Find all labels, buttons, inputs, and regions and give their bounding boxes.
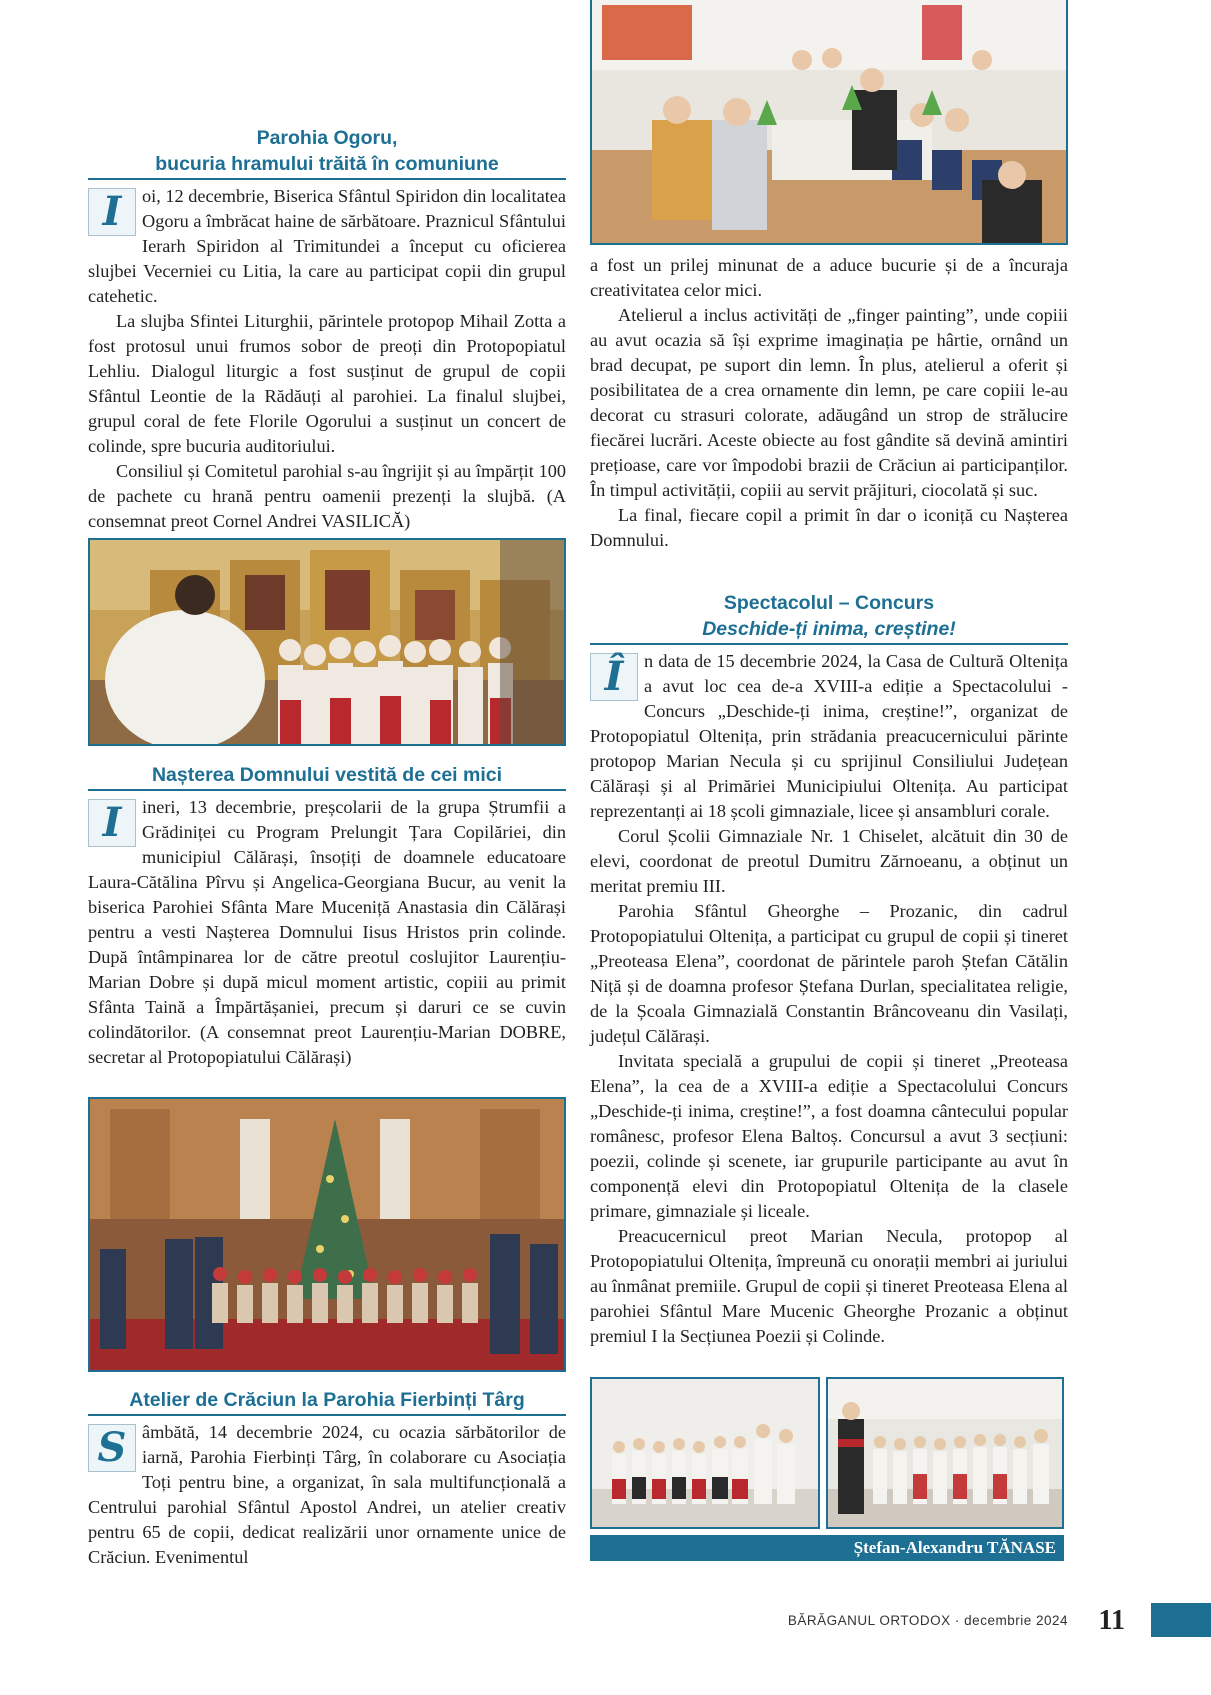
paragraph: Invitata specială a grupului de copii și tineret „Preoteasa Elena”, la cea de a XVIII-a ediție a Spectacolului Concurs „Deschide-ți inima, creștine!”, a fost doamna cântecului popular românesc, profesor Elena Baltoș. Concursul a avut 3 secțiuni: poezii, colinde și scenete, iar grupurile participante au avut în componență elevi din Protopopiatul Oltenița de la clasele primare, gimnaziale și liceale. [590,1051,1068,1221]
paragraph-text: âmbătă, 14 decembrie 2024, cu ocazia sărbătorilor de iarnă, Parohia Fierbinți Târg, în colaborare cu Asociația Toți pentru bine, a organizat, în sala multifuncțională a Centrului parohial Sfântul Apostol Andrei, un atelier creativ pentru 65 de copii, dedicat realizării unor ornamente unice de Crăciun. Evenimentul [88,1422,566,1567]
article-nasterea [88,762,566,1070]
paragraph: La final, fiecare copil a primit în dar o iconiță cu Nașterea Domnului. [590,505,1068,550]
article-atelier-body-start [88,1420,566,1570]
article-spectacol [590,590,1068,1349]
paragraph: Consiliul și Comitetul parohial s-au îngrijit și au împărțit 100 de pachete cu hrană pentru oamenii prezenți la slujbă. (A consemnat preot Cornel Andrei VASILICĂ) [88,461,566,531]
photo-atelier-workshop [590,0,1068,245]
page-footer [0,1603,1211,1643]
drop-cap: I [88,799,136,847]
drop-cap: Î [590,653,638,701]
photo-spectacol-group-2 [826,1377,1064,1529]
article-ogoru-title [88,125,566,180]
publication-name: BĂRĂGANUL ORTODOX · decembrie 2024 [787,1613,1068,1628]
paragraph [88,1420,566,1570]
author-name: Ștefan-Alexandru TĂNASE [853,1538,1056,1557]
author-credit [590,1535,1064,1561]
drop-cap: I [88,188,136,236]
article-atelier-continued [590,253,1068,553]
paragraph [88,795,566,1070]
article-atelier-body-rest [590,253,1068,553]
photo-nasterea-children [88,1097,566,1372]
article-ogoru-body [88,184,566,534]
footer-color-tab [1151,1603,1211,1637]
title-line-2: bucuria hramului trăită în comuniune [155,153,499,175]
drop-cap: S [88,1424,136,1472]
paragraph: Atelierul a inclus activități de „finger painting”, unde copiii au avut ocazia să își exprime imaginația pe hârtie, ornând un brad decupat, pe suport din lemn. În plus, atelierul a oferit și posibilitatea de a crea ornamente din lemn, pe care copiii le-au decorat cu strasuri colorate, adăugând un strop de strălucire fiecărei lucrări. Aceste obiecte au fost gândite să devină amintiri prețioase, care vor împodobi brazii de Crăciun ai participanților. În timpul activității, copiii au servit prăjituri, ciocolată și suc. [590,305,1068,500]
paragraph-text: n data de 15 decembrie 2024, la Casa de Cultură Oltenița a avut loc cea de-a XVIII-a ediție a Spectacolului - Concurs „Deschide-ți inima, creștine!”, organizat de Protopopiatul Oltenița, prin strădania preacucernicului părinte protopop Marian Necula și cu sprijinul Consiliului Județean Călărași și al Primăriei Municipiului Oltenița. Au participat reprezentanți ai 18 școli gimnaziale, licee și ansambluri corale. [590,651,1068,821]
title-line-2: Deschide-ți inima, creștine! [702,618,956,640]
photo-spectacol-image-2 [828,1379,1062,1527]
article-spectacol-body [590,649,1068,1349]
title-line-1: Spectacolul – Concurs [723,592,935,614]
photo-spectacol-image-1 [592,1379,818,1527]
photo-nasterea-image [90,1099,564,1370]
article-atelier-title [88,1387,566,1416]
article-nasterea-body [88,795,566,1070]
paragraph: Preacucernicul preot Marian Necula, protopop al Protopopiatului Oltenița, împreună cu onorații membri ai juriului au înmânat premiile. Grupul de copii și tineret Preoteasa Elena al parohiei Sfântul Mare Mucenic Gheorghe Prozanic a obținut premiul I la Secțiunea Poezii și Colinde. [590,1226,1068,1346]
paragraph-text: oi, 12 decembrie, Biserica Sfântul Spiridon din localitatea Ogoru a îmbrăcat haine de sărbătoare. Praznicul Sfântului Ierarh Spiridon al Trimitundei a început cu oficierea slujbei Vecerniei cu Litia, la care au participat copii din grupul catehetic. [88,186,566,306]
paragraph: Corul Școlii Gimnaziale Nr. 1 Chiselet, alcătuit din 30 de elevi, coordonat de preotul Dumitru Zărnoeanu, a obținut un meritat premiu III. [590,826,1068,896]
title-line-1: Parohia Ogoru, [256,127,398,149]
article-ogoru [88,125,566,534]
article-nasterea-title [88,762,566,791]
photo-ogoru-choir-image [90,540,564,744]
article-atelier [88,1387,566,1570]
paragraph [88,184,566,309]
photo-ogoru-choir [88,538,566,746]
paragraph [590,649,1068,824]
paragraph: a fost un prilej minunat de a aduce bucurie și de a încuraja creativitatea celor mici. [590,255,1068,300]
paragraph: La slujba Sfintei Liturghii, părintele protopop Mihail Zotta a fost protosul unui frumos sobor de preoți din Protopopiatul Lehliu. Dialogul liturgic a fost susținut de grupul de copii Sfântul Leontie de la Rădăuți al parohiei. La finalul slujbei, grupul coral de fete Florile Ogorului a susținut un concert de colinde, spre bucuria auditoriului. [88,311,566,456]
page-number: 11 [1098,1605,1125,1636]
title-line: Nașterea Domnului vestită de cei mici [151,764,503,786]
article-spectacol-title [590,590,1068,645]
paragraph: Parohia Sfântul Gheorghe – Prozanic, din cadrul Protopopiatului Oltenița, a participat cu grupul de copii și tineret „Preoteasa Elena”, coordonat de părintele paroh Ștefan Cătălin Niță și de doamna profesor Ștefana Durlan, specialitatea religie, de la Școala Gimnazială Constantin Brâncoveanu din Vasilați, județul Călărași. [590,901,1068,1046]
paragraph-text: ineri, 13 decembrie, preșcolarii de la grupa Ștrumfii a Grădiniței cu Program Prelungit Țara Copilăriei, din municipiul Călărași, însoțiți de doamnele educatoare Laura-Cătălina Pîrvu și Angelica-Georgiana Bucur, au venit la biserica Parohiei Sfânta Mare Muceniță Anastasia din Călărași pentru a vesti Nașterea Domnului Iisus Hristos prin colinde. După întâmpinarea lor de către preotul coslujitor Laurențiu-Marian Dobre și după micul moment artistic, copiii au primit Sfânta Taină a Împărtășaniei, precum și daruri ce se cuvin colindătorilor. (A consemnat preot Laurențiu-Marian DOBRE, secretar al Protopopiatului Călărași) [88,797,566,1067]
title-line: Atelier de Crăciun la Parohia Fierbinți Târg [129,1389,525,1411]
photo-atelier-image [592,0,1066,243]
photo-spectacol-group-1 [590,1377,820,1529]
